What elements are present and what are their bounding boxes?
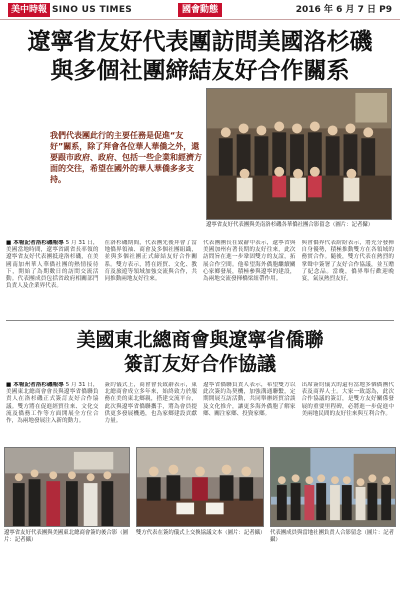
article1-column-text: 5 月 31 日，美國當地時間，遼寧省副省長率領的遼寧省友好代表團抵達洛杉磯，在美國南加州華人華僑社團的熱情接待下，開始了為期數日的訪問交流活動。代表團成員包括省政府相關部門負責人及企業界代表。 xyxy=(6,240,99,290)
signing-group-illustration xyxy=(5,448,129,526)
issue-date xyxy=(296,3,392,17)
article1-body xyxy=(6,240,394,316)
article2-headline-line2: 簽訂友好合作協議 xyxy=(123,353,276,375)
article1-headline-line2: 與多個社團締結友好合作關系 xyxy=(50,57,350,84)
newspaper-logo: 美中時報 xyxy=(8,3,50,17)
section-label: 國會動態 xyxy=(178,3,222,17)
photo-b-caption: 雙方代表在簽約儀式上交換協議文本（圖片：記者攝） xyxy=(136,530,266,536)
photo-signing-group xyxy=(4,447,130,527)
pull-quote: 我們代表團此行的主要任務是促進“友好”關系，除了拜會各位華人華僑之外，還要跟市政府、政府、包括一些企業和經濟方面的交往，希望在國外的華人華僑多多支持。 xyxy=(50,131,202,184)
article2-body xyxy=(6,382,394,446)
photo-a-caption: 遼寧省友好代表團與美國東北總商會簽約後合影（圖片：記者攝） xyxy=(4,530,128,543)
article2-byline: ■ 本報記者洛杉磯報導 xyxy=(6,382,64,388)
article1-headline-line1: 遼寧省友好代表團訪問美國洛杉磯 xyxy=(27,28,373,55)
article1-column-4: 與會僑界代表紛紛表示，將充分發揮自身優勢，積極推動雙方在各領域的務實合作。隨後，雙方代表在熱烈的掌聲中簽署了友好合作協議，並互贈了紀念品。當晚，僑界舉行歡迎晚宴，氣氛熱烈友好。 xyxy=(301,240,394,283)
article2-headline-line1: 美國東北總商會與遼寧省僑聯 xyxy=(76,329,324,351)
main-photo-caption: 遼寧省友好代表團與美南洛杉磯各華僑社團合影留念（圖片：記者攝） xyxy=(206,222,374,228)
outdoor-group-illustration xyxy=(271,448,395,526)
photo-agreement-exchange xyxy=(136,447,264,527)
masthead xyxy=(0,0,400,20)
article2-column-text: 5 月 31 日，美國東北總商會會長與遼寧省僑聯負責人在洛杉磯正式簽訂友好合作協議。雙方將在促進經貿往來、文化交流及僑務工作等方面開展全方位合作，為兩地發展注入新的動力。 xyxy=(6,382,99,425)
group-photo-main xyxy=(206,88,392,220)
agreement-exchange-illustration xyxy=(137,448,263,526)
photo-c-caption: 代表團成員與當地社團負責人合影留念（圖片：記者攝） xyxy=(270,530,394,543)
page-number: P9 xyxy=(379,5,392,15)
date-text: 2016 年 6 月 7 日 xyxy=(295,5,376,15)
article2-column-3: 遼寧省僑聯負責人表示，希望雙方以此次簽約為契機，加強溝通聯繫，定期開展互訪活動，共同舉辦經貿洽談及文化推介，讓更多海外僑胞了解家鄉、關注家鄉、投資家鄉。 xyxy=(203,382,296,417)
article1-column-1 xyxy=(6,240,99,316)
article-divider xyxy=(6,320,394,321)
article1-column-2: 在洛杉磯期間，代表團先後拜會了當地僑界領袖、商會及多個社團組織，並與多個社團正式締結友好合作關系。雙方表示，將在經貿、文化、教育及旅遊等領域加強交流與合作，共同推動兩地友好往來。 xyxy=(104,240,197,283)
article2-column-2: 簽約儀式上，商會會長致辭表示，東北總商會成立多年來，始終致力於服務在美的東北鄉親，搭建交流平台，此次與遼寧省僑聯攜手，將為會員提供更多發展機遇，也為家鄉建設貢獻力量。 xyxy=(104,382,197,425)
group-photo-illustration xyxy=(207,89,391,219)
paper-name: SINO US TIMES xyxy=(52,5,133,15)
article1-byline: ■ 本報記者洛杉磯報導 xyxy=(6,240,64,246)
article2-column-1 xyxy=(6,382,99,446)
article1-column-3: 代表團團長在致辭中表示，遼寧省與美國加州有著長期的友好往來，此次訪問旨在進一步鞏固雙方的友誼，拓展合作空間。他希望海外僑胞繼續關心家鄉發展，積極參與遼寧的建設，為兩地交流發揮橋梁紐帶作用。 xyxy=(203,240,296,283)
article2-column-4: 出席簽約儀式的還有當地多個僑團代表及商界人士。大家一致認為，此次合作協議的簽訂，是雙方友好關係發展的重要里程碑，必將進一步促進中美兩地民間的友好往來與互利合作。 xyxy=(301,382,394,417)
photo-outdoor-group xyxy=(270,447,396,527)
